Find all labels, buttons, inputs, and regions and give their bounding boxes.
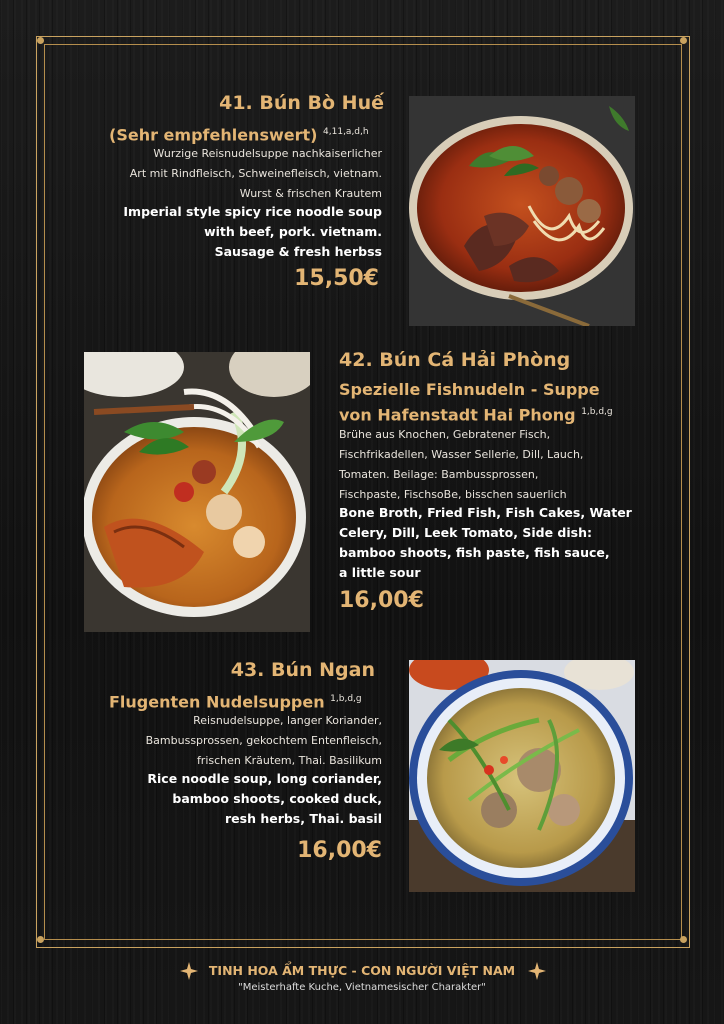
desc-line: Wurzige Reisnudelsuppe nachkaiserlicher <box>153 147 382 160</box>
desc-line: Brühe aus Knochen, Gebratener Fisch, <box>339 428 551 441</box>
desc-line: Art mit Rindfleisch, Schweinefleisch, vietnam. <box>129 167 382 180</box>
desc-line: frischen Kräutem, Thai. Basilikum <box>196 754 382 767</box>
desc-line: Sausage & fresh herbss <box>214 244 382 259</box>
desc-line: Tomaten. Beilage: Bambussprossen, <box>339 468 539 481</box>
corner-ornament <box>37 936 44 943</box>
item-42-price: 16,00€ <box>339 588 424 613</box>
desc-line: Bone Broth, Fried Fish, Fish Cakes, Water <box>339 505 632 520</box>
desc-line: Bambussprossen, gekochtem Entenfleisch, <box>145 734 382 747</box>
item-42-subtitle-text: von Hafenstadt Hai Phong <box>339 405 576 425</box>
desc-line: Rice noodle soup, long coriander, <box>147 771 382 786</box>
desc-line: with beef, pork. vietnam. <box>204 224 382 239</box>
item-41-german-description <box>82 144 382 204</box>
desc-line: Fischfrikadellen, Wasser Sellerie, Dill, Lauch, <box>339 448 584 461</box>
item-42-english-description <box>339 503 669 583</box>
item-43-photo <box>409 660 635 892</box>
desc-line: Reisnudelsuppe, langer Koriander, <box>193 714 382 727</box>
desc-line: Imperial style spicy rice noodle soup <box>123 204 382 219</box>
item-42-subtitle-line-2 <box>339 401 613 426</box>
item-42-subtitle-line: Spezielle Fishnudeln - Suppe <box>339 380 600 399</box>
item-43-allergens: 1,b,d,g <box>330 694 362 704</box>
item-41-allergens: 4,11,a,d,h <box>323 127 369 137</box>
item-43-title: 43. Bún Ngan <box>230 659 375 681</box>
item-41-photo <box>409 96 635 326</box>
desc-line: Fischpaste, FischsoBe, bisschen sauerlich <box>339 488 567 501</box>
footer-title: TINH HOA ẨM THỰC - CON NGƯỜI VIỆT NAM <box>208 963 516 978</box>
item-43-subtitle <box>109 688 362 713</box>
item-43-english-description <box>82 769 382 829</box>
item-41-title: 41. Bún Bò Huế <box>219 92 384 114</box>
item-43-subtitle-text: Flugenten Nudelsuppen <box>109 692 325 712</box>
item-43-german-description <box>82 711 382 771</box>
item-41-subtitle-text: (Sehr empfehlenswert) <box>109 125 318 145</box>
desc-line: Celery, Dill, Leek Tomato, Side dish: <box>339 525 592 540</box>
desc-line: bamboo shoots, fish paste, fish sauce, <box>339 545 610 560</box>
item-42-title: 42. Bún Cá Hải Phòng <box>339 349 571 371</box>
item-42-allergens: 1,b,d,g <box>581 407 613 417</box>
desc-line: bamboo shoots, cooked duck, <box>172 791 382 806</box>
desc-line: resh herbs, Thai. basil <box>224 811 382 826</box>
fleur-ornament-icon <box>526 960 548 982</box>
desc-line: a little sour <box>339 565 421 580</box>
item-43-price: 16,00€ <box>297 838 382 863</box>
item-41-english-description <box>82 202 382 262</box>
item-41-price: 15,50€ <box>294 266 379 291</box>
item-42-german-description <box>339 425 669 505</box>
corner-ornament <box>680 37 687 44</box>
item-41-subtitle <box>109 121 369 146</box>
footer-tagline: "Meisterhafte Kuche, Vietnamesischer Charakter" <box>238 982 486 993</box>
item-42-photo <box>84 352 310 632</box>
corner-ornament <box>680 936 687 943</box>
item-42-subtitle <box>339 379 613 426</box>
desc-line: Wurst & frischen Krautem <box>239 187 382 200</box>
corner-ornament <box>37 37 44 44</box>
